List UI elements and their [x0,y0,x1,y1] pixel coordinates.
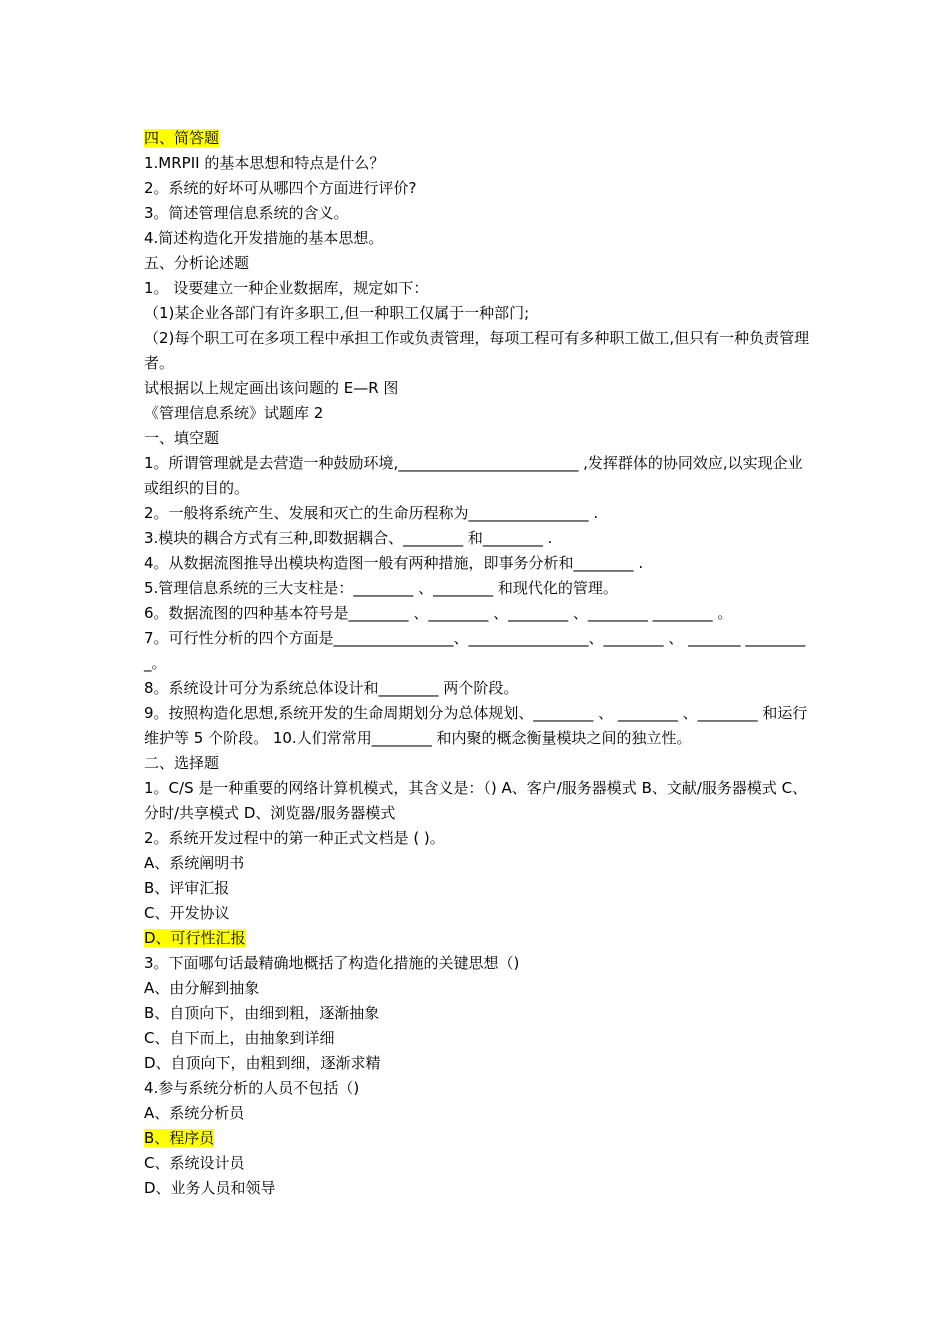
line-text: 2。系统的好坏可从哪四个方面进行评价? [144,179,417,197]
text-line [144,1176,810,1201]
highlighted-text: 四、简答题 [144,129,220,147]
text-line [144,151,810,176]
line-text: （2)每个职工可在多项工程中承担工作或负责管理，每项工程可有多种职工做工,但只有一种负责管理者。 [144,329,810,372]
text-line [144,851,810,876]
text-line [144,926,810,951]
text-line [144,326,810,376]
line-text: 2。一般将系统产生、发展和灭亡的生命历程称为________________ . [144,504,599,522]
line-text: C、开发协议 [144,904,230,922]
line-text: B、评审汇报 [144,879,230,897]
text-line [144,901,810,926]
text-line [144,876,810,901]
highlighted-text: B、程序员 [144,1129,215,1147]
line-text: B、自顶向下，由细到粗，逐渐抽象 [144,1004,380,1022]
text-line [144,701,810,751]
line-text: 1。 设要建立一种企业数据库，规定如下： [144,279,429,297]
line-text: D、业务人员和领导 [144,1179,276,1197]
line-text: 4.参与系统分析的人员不包括（) [144,1079,360,1097]
text-line [144,401,810,426]
line-text: 1.MRPII 的基本思想和特点是什么？ [144,154,385,172]
text-line [144,1126,810,1151]
line-text: 3.模块的耦合方式有三种,即数据耦合、________ 和________ . [144,529,553,547]
text-line [144,776,810,826]
line-text: 5.管理信息系统的三大支柱是：________ 、________ 和现代化的管理。 [144,579,618,597]
line-text: 二、选择题 [144,754,220,772]
text-line [144,376,810,401]
line-text: （1)某企业各部门有许多职工,但一种职工仅属于一种部门; [144,304,530,322]
text-line [144,176,810,201]
text-line [144,826,810,851]
line-text: D、自顶向下，由粗到细，逐渐求精 [144,1054,381,1072]
text-line [144,501,810,526]
text-line [144,1151,810,1176]
text-line [144,1051,810,1076]
text-line [144,626,810,676]
highlighted-text: D、可行性汇报 [144,929,246,947]
line-text: 7。可行性分析的四个方面是________________、________________、________ 、 _______ _________。 [144,629,806,672]
text-line [144,976,810,1001]
text-line [144,751,810,776]
line-text: C、系统设计员 [144,1154,245,1172]
text-line [144,451,810,501]
line-text: 9。按照构造化思想,系统开发的生命周期划分为总体规划、________ 、 ________ 、________ 和运行维护等 5 个阶段。 10.人们常常用________ 和内聚的概念衡量模块之间的独立性。 [144,704,808,747]
line-text: 五、分析论述题 [144,254,250,272]
line-text: A、系统分析员 [144,1104,245,1122]
document-body [144,126,810,1201]
text-line [144,601,810,626]
line-text: 6。数据流图的四种基本符号是________ 、________ 、________ 、________ ________ 。 [144,604,733,622]
line-text: 4.简述构造化开发措施的基本思想。 [144,229,384,247]
text-line [144,1001,810,1026]
line-text: 《管理信息系统》试题库 2 [144,404,324,422]
text-line [144,126,810,151]
line-text: 2。系统开发过程中的第一种正式文档是 ( )。 [144,829,445,847]
text-line [144,301,810,326]
line-text: 8。系统设计可分为系统总体设计和________ 两个阶段。 [144,679,519,697]
text-line [144,951,810,976]
line-text: 1。C/S 是一种重要的网络计算机模式，其含义是：（) A、客户/服务器模式 B、文献/服务器模式 C、分时/共享模式 D、浏览器/服务器模式 [144,779,808,822]
line-text: C、自下而上，由抽象到详细 [144,1029,335,1047]
line-text: 一、填空题 [144,429,220,447]
text-line [144,226,810,251]
line-text: A、系统阐明书 [144,854,245,872]
line-text: A、由分解到抽象 [144,979,260,997]
line-text: 3。下面哪句话最精确地概括了构造化措施的关键思想（) [144,954,520,972]
text-line [144,576,810,601]
line-text: 3。简述管理信息系统的含义。 [144,204,349,222]
text-line [144,1026,810,1051]
text-line [144,426,810,451]
line-text: 4。从数据流图推导出模块构造图一般有两种措施，即事务分析和________ . [144,554,644,572]
text-line [144,676,810,701]
text-line [144,551,810,576]
line-text: 试根据以上规定画出该问题的 E—R 图 [144,379,399,397]
text-line [144,276,810,301]
text-line [144,1076,810,1101]
text-line [144,1101,810,1126]
text-line [144,251,810,276]
text-line [144,526,810,551]
text-line [144,201,810,226]
line-text: 1。所谓管理就是去营造一种鼓励环境,________________________ ,发挥群体的协同效应,以实现企业或组织的目的。 [144,454,803,497]
